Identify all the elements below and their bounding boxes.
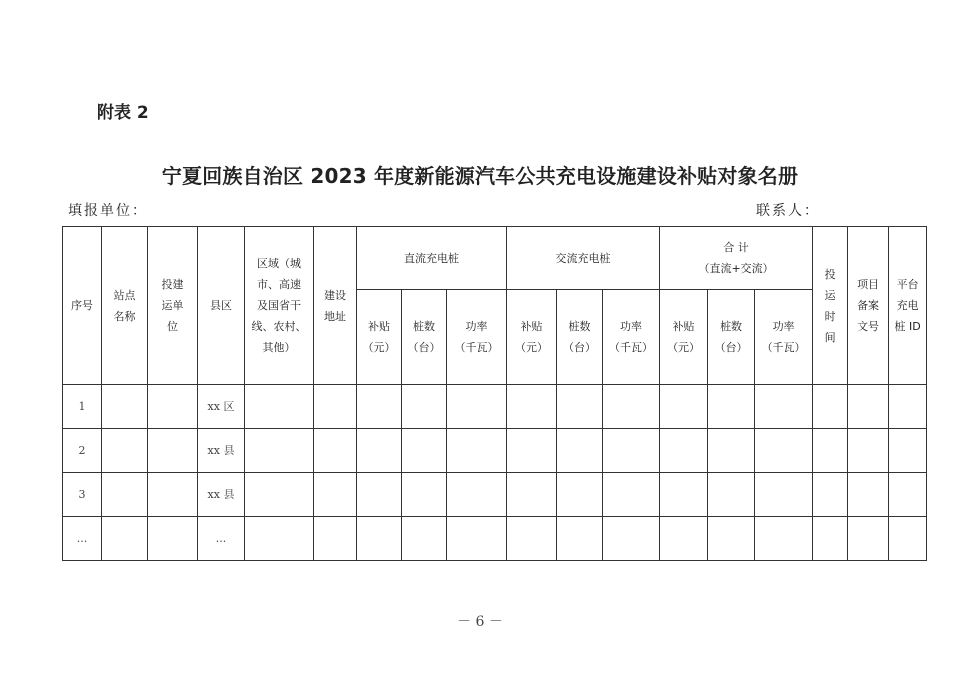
cell-station-name: [102, 385, 148, 429]
cell-ac-pile-count: [557, 517, 603, 561]
cell-seq: 3: [63, 473, 102, 517]
header-total-pile-count: 桩数 （台）: [708, 290, 755, 385]
cell-seq: 1: [63, 385, 102, 429]
cell-ac-pile-count: [557, 473, 603, 517]
header-ac-group: 交流充电桩: [507, 227, 660, 290]
header-ac-power: 功率 （千瓦）: [603, 290, 660, 385]
cell-region: [245, 473, 314, 517]
cell-total-subsidy: [660, 473, 708, 517]
header-dc-pile-count: 桩数 （台）: [402, 290, 447, 385]
cell-operate-time: [813, 429, 848, 473]
cell-total-pile-count: [708, 429, 755, 473]
cell-total-power: [755, 517, 813, 561]
header-station-name: 站点 名称: [102, 227, 148, 385]
cell-build-unit: [148, 385, 198, 429]
cell-county: xx 县: [198, 429, 245, 473]
cell-total-pile-count: [708, 517, 755, 561]
cell-address: [314, 385, 357, 429]
cell-county: xx 区: [198, 385, 245, 429]
fill-unit-label: 填报单位：: [68, 203, 148, 219]
contact-label: 联系人：: [756, 203, 820, 219]
header-dc-subsidy: 补贴 （元）: [357, 290, 402, 385]
cell-ac-power: [603, 429, 660, 473]
header-county: 县区: [198, 227, 245, 385]
subsidy-register-table: [62, 226, 927, 561]
header-total-subsidy: 补贴 （元）: [660, 290, 708, 385]
document-title: 宁夏回族自治区 2023 年度新能源汽车公共充电设施建设补贴对象名册: [161, 164, 799, 188]
header-region: 区域（城 市、高速 及国省干 线、农村、 其他）: [245, 227, 314, 385]
cell-dc-subsidy: [357, 429, 402, 473]
cell-operate-time: [813, 517, 848, 561]
header-platform-id: 平台 充电 桩 ID: [889, 227, 927, 385]
cell-region: [245, 517, 314, 561]
cell-build-unit: [148, 429, 198, 473]
header-total-power: 功率 （千瓦）: [755, 290, 813, 385]
cell-ac-subsidy: [507, 473, 557, 517]
cell-dc-subsidy: [357, 473, 402, 517]
cell-ac-subsidy: [507, 517, 557, 561]
cell-ac-power: [603, 385, 660, 429]
cell-total-pile-count: [708, 385, 755, 429]
cell-operate-time: [813, 385, 848, 429]
cell-dc-pile-count: [402, 429, 447, 473]
cell-dc-pile-count: [402, 517, 447, 561]
page-number: － 6 －: [457, 614, 503, 630]
cell-station-name: [102, 517, 148, 561]
cell-region: [245, 429, 314, 473]
header-operate-time: 投 运 时 间: [813, 227, 848, 385]
cell-platform-id: [889, 517, 927, 561]
cell-dc-subsidy: [357, 385, 402, 429]
cell-dc-power: [447, 429, 507, 473]
cell-build-unit: [148, 517, 198, 561]
cell-county: xx 县: [198, 473, 245, 517]
cell-ac-power: [603, 517, 660, 561]
cell-project-record: [848, 385, 889, 429]
table-row: [63, 385, 927, 429]
cell-total-pile-count: [708, 473, 755, 517]
appendix-label: 附表 2: [97, 103, 149, 123]
cell-region: [245, 385, 314, 429]
cell-ac-subsidy: [507, 429, 557, 473]
header-build-unit: 投建 运单 位: [148, 227, 198, 385]
table-row: [63, 429, 927, 473]
header-total-group: 合 计 （直流+交流）: [660, 227, 813, 290]
cell-address: [314, 517, 357, 561]
header-ac-subsidy: 补贴 （元）: [507, 290, 557, 385]
header-dc-power: 功率 （千瓦）: [447, 290, 507, 385]
header-address: 建设 地址: [314, 227, 357, 385]
cell-platform-id: [889, 429, 927, 473]
cell-project-record: [848, 429, 889, 473]
cell-total-subsidy: [660, 385, 708, 429]
cell-dc-power: [447, 473, 507, 517]
table-row: [63, 517, 927, 561]
cell-dc-pile-count: [402, 385, 447, 429]
cell-ac-pile-count: [557, 429, 603, 473]
cell-station-name: [102, 429, 148, 473]
cell-platform-id: [889, 385, 927, 429]
cell-project-record: [848, 473, 889, 517]
cell-county: ...: [198, 517, 245, 561]
cell-total-power: [755, 429, 813, 473]
header-ac-pile-count: 桩数 （台）: [557, 290, 603, 385]
cell-platform-id: [889, 473, 927, 517]
cell-project-record: [848, 517, 889, 561]
header-seq: 序号: [63, 227, 102, 385]
cell-dc-pile-count: [402, 473, 447, 517]
cell-address: [314, 429, 357, 473]
cell-total-subsidy: [660, 429, 708, 473]
cell-address: [314, 473, 357, 517]
cell-dc-power: [447, 385, 507, 429]
cell-ac-pile-count: [557, 385, 603, 429]
cell-seq: ...: [63, 517, 102, 561]
cell-station-name: [102, 473, 148, 517]
cell-dc-power: [447, 517, 507, 561]
cell-build-unit: [148, 473, 198, 517]
cell-seq: 2: [63, 429, 102, 473]
header-project-record: 项目 备案 文号: [848, 227, 889, 385]
cell-ac-power: [603, 473, 660, 517]
cell-total-subsidy: [660, 517, 708, 561]
cell-dc-subsidy: [357, 517, 402, 561]
cell-total-power: [755, 473, 813, 517]
cell-ac-subsidy: [507, 385, 557, 429]
cell-operate-time: [813, 473, 848, 517]
header-dc-group: 直流充电桩: [357, 227, 507, 290]
table-row: [63, 473, 927, 517]
cell-total-power: [755, 385, 813, 429]
